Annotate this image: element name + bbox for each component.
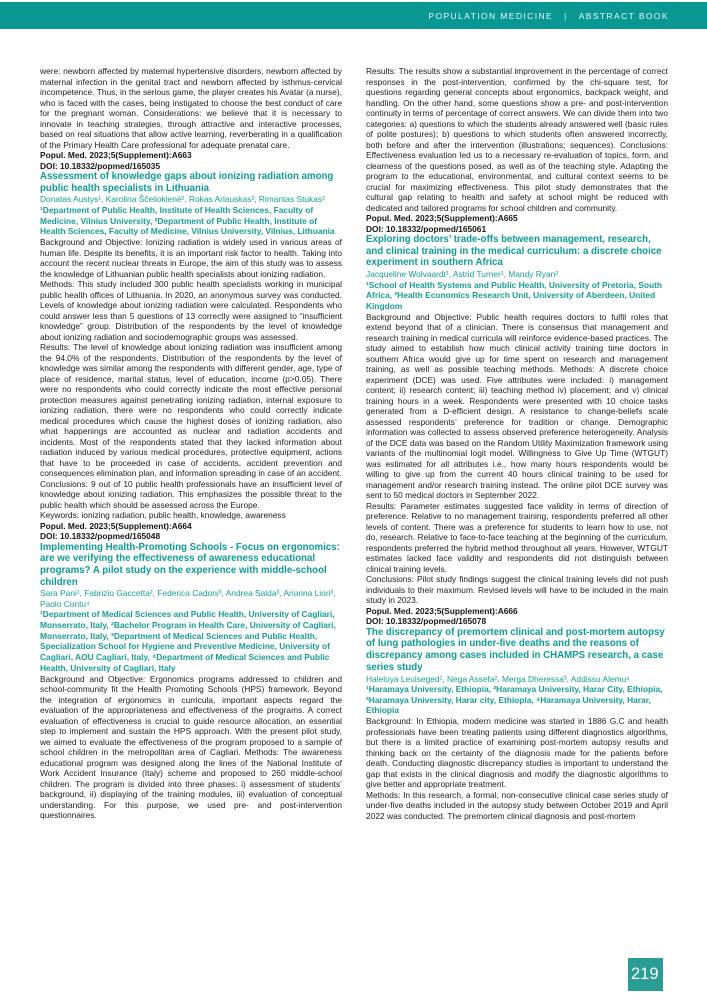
abstract-affiliations: ¹Department of Medical Sciences and Public Health, University of Cagliari, Monserrato, Italy, ²Bachelor Program in Health Care, University of Cagliari, Monserrato, Italy, ³Department of Medical Sciences and Public Health, Specialization School for Hygiene and Preventive Medicine, University of Cagliari, AOU Cagliari, Italy, ⁴Department of Medical Sciences and Public Health, University of Cagliari, Italy [40, 609, 336, 673]
abstract-citation: Popul. Med. 2023;5(Supplement):A664 [40, 520, 192, 531]
abstract-paragraph: Background and Objective: Ionizing radiation is widely used in various areas of human life. Despite its benefits, it is an important risk factor to health. Taking into account the recent nuclear threats in Europe, the aim of this study was to assess the knowledge of Lithuanian public health specialists about ionizing radiation. [40, 237, 342, 279]
abstract-block [366, 627, 668, 821]
abstract-citation: Popul. Med. 2023;5(Supplement):A665 [366, 213, 518, 223]
abstract-authors: Donatas Austys¹, Karolina Ščeliokienė², Rokas Arlauskas², Rimantas Stukas² [40, 194, 325, 205]
top-bar [0, 2, 707, 29]
abstract-paragraph: Background and Objective: Public health requires doctors to fulfil roles that extend beyond that of a clinician. There is consensus that management and research training in medical curricula will reinforce evidence-based practices. The study aimed to establish how much clinical activity training time doctors in southern Africa would give up for time spent on research and management training, as well as possible teaching methods. Methods: A discrete choice experiment (DCE) was used. Five attributes were included: i) management content; ii) research content; iii) teaching method iv) placement; and v) clinical training hours in a week. Respondents were presented with 10 choice tasks generated from a D-efficient design. A resistance to change-beliefs scale assessed respondents’ preference for tradition or change. Demographic information was collected to assess observed preference heterogeneity. Analysis of the DCE data was based on the Random Utility Maximization framework using variants of the multinomial logit model. Willingness to Give Up Time (WTGUT) was estimated for all attributes i.e., how many hours respondents would be willing to give up from the current 40 hours clinical training to be used for management and/or research training instead. The online pilot DCE survey was sent to 50 medical doctors in September 2022. [366, 311, 668, 501]
abstract-citation: Popul. Med. 2023;5(Supplement):A666 [366, 605, 518, 616]
abstract-doi: DOI: 10.18332/popmed/165061 [366, 223, 487, 234]
page-content [40, 66, 668, 821]
page-number: 219 [631, 965, 659, 983]
abstract-paragraph: Methods: This study included 300 public health specialists working in municipal public health offices of Lithuania. In 2020, an anonymous survey was conducted. Levels of knowledge about ionizing radiation were calculated. Respondents who could answer less than 5 questions of 13 correctly were assigned to “insufficient knowledge” group. Distribution of the respondents by the level of knowledge about ionizing radiation and sociodemographic groups was assessed. [40, 279, 342, 342]
abstract-title: The discrepancy of premortem clinical and post-mortem autopsy of lung pathologies in under-five deaths and the reasons of discrepancy among cases included in CHAMPS research, a case series study [366, 626, 665, 673]
left-column [40, 66, 342, 821]
page-number-badge [628, 958, 663, 991]
abstract-paragraph: Results: The results show a substantial improvement in the percentage of correct responses in the post-intervention, confirmed by the chi-square test, for questions regarding general concepts about ergonomics, backpack weight, and handling. On the other hand, some questions show a pre- and post-intervention continuity in terms of percentage of correct answers. We can divide them into two categories: a) questions to which the students already answered well (basic rules of polite postures); b) questions to which students often answered incorrectly, both before and after the intervention (illustrations; sequences). Conclusions: Effectiveness evaluation led us to a necessary re-evaluation of topics, form, and clearness of the questions posed, as well as of the teaching style. Adapting the program to the educational, environmental, and cultural context seems to be crucial for maximizing effectiveness. This pilot study demonstrates that the cultural gap relating to health and safety at school might be reduced with dedicated and tailored programs for school children and community. [366, 66, 668, 213]
abstract-block [40, 542, 342, 821]
abstract-title: Assessment of knowledge gaps about ionizing radiation among public health specialists in Lithuania [40, 171, 334, 194]
abstract-block [366, 66, 668, 234]
abstract-affiliations: ¹School of Health Systems and Public Health, University of Pretoria, South Africa, ²Health Economics Research Unit, University of Aberdeen, United Kingdom [366, 279, 662, 312]
abstract-paragraph: Conclusions: 9 out of 10 public health professionals have an insufficient level of knowledge about ionizing radiation. This emphasizes the possible threat to the public health which should be assessed across the Europe. [40, 478, 342, 510]
abstract-doi: DOI: 10.18332/popmed/165035 [40, 160, 161, 171]
abstract-affiliations: ¹Haramaya University, Ethiopia, ²Haramaya University, Harar City, Ethiopia, ³Haramaya University, Harar city, Ethiopia, ⁴Haramaya University, Harar, Ethiopia [366, 684, 663, 716]
abstract-paragraph: Results: Parameter estimates suggested face validity in terms of direction of preference. Relative to no management training, respondents preferred all other levels of content. There was a preference for students to learn how to use, not do, research. Relative to face-to-face teaching at the beginning of the curriculum, respondents preferred the hybrid method throughout all years. However, WTGUT estimates lacked face validity and respondents did not distinguish between clinical training levels. [366, 500, 668, 574]
right-column [366, 66, 668, 821]
abstract-title: Implementing Health-Promoting Schools - Focus on ergonomics: are we verifying the effectiveness of awareness educational programs? A pilot study on the experience with middle-school children [40, 541, 340, 588]
abstract-paragraph: Background and Objective: Ergonomics programs addressed to children and school-community fit the Health Promoting Schools (HPS) framework. Beyond the integration of ergonomics in curricula, important aspects regard the evaluation of the appropriateness and effectiveness of the programs. A correct evaluation of effectiveness is crucial to guide resource allocation, an essential step to implement and sustain the HPS approach. With the present pilot study, we aimed to evaluate the effectiveness of the program proposed to a sample of school children in the metropolitan area of Cagliari. Methods: The awareness educational program was designed along the lines of the National Institute of Work Accident Insurance (Italy) scheme and proposed to 260 middle-school children. The program is divided into three phases: i) assessment of students’ background, ii) displaying of the training modules, iii) evaluation of conceptual understanding. For this purpose, we used pre- and post-intervention questionnaires. [40, 673, 342, 821]
book-title: ABSTRACT BOOK [578, 10, 669, 21]
journal-title: POPULATION MEDICINE [428, 10, 554, 21]
title-separator: | [564, 10, 568, 21]
abstract-block [40, 66, 342, 171]
abstract-citation: Popul. Med. 2023;5(Supplement):A663 [40, 150, 192, 160]
abstract-paragraph: Methods: In this research, a formal, non-consecutive clinical case series study of under-five deaths included in the autopsy study between October 2019 and April 2022 was conducted. The premortem clinical diagnosis and post-mortem [366, 789, 668, 821]
abstract-paragraph: Background: In Ethiopia, modern medicine was started in 1886 G.C and health professionals have been treating patients using different diagnostics algorithms, but there is a limited practice of examining post-mortem autopsy results and thinking back on the certainty of the diagnosis made for the patients before death. Conducting diagnostic discrepancy studies is important to understand the gap that exists in the clinical diagnosis and modify the diagnostic algorithms to give better and appropriate treatment. [366, 716, 668, 790]
abstract-paragraph: Keywords: ionizing radiation, public health, knowledge, awareness [40, 510, 286, 521]
abstract-affiliations: ¹Department of Public Health, Institute of Health Sciences, Faculty of Medicine, Vilnius University, ²Department of Public Health, Institute of Health Sciences, Faculty of Medicine, Vilnius University, Vilnius, Lithuania [40, 204, 335, 237]
abstract-authors: Haleluya Leulseged¹, Nega Assefa², Merga Dheressa³, Addissu Alemu⁴ [366, 673, 630, 684]
abstract-block [366, 234, 668, 627]
abstract-doi: DOI: 10.18332/popmed/165048 [40, 531, 161, 542]
abstract-paragraph: were: newborn affected by maternal hypertensive disorders, newborn affected by maternal infection in the genital tract and newborn affected by isthmus-cervical incompetence. Thus, in the serious game, the player creates his Avatar (a nurse), who is faced with the cases, being instigated to choose the best conduct of care for the pregnant woman. Considerations: we believe that it is necessary to innovate in teaching strategies, through attractive and interactive processes, based on real situations that allow active learning, reverberating in a qualification of the Primary Health Care professional for adequate prenatal care. [40, 66, 342, 150]
abstract-paragraph: Results: The level of knowledge about ionizing radiation was insufficient among the 94.0% of the respondents. Distribution of the respondents by the level of knowledge was similar among the respondents with different gender, age, type of place of residence, marital status, level of education, income (p>0.05). There were no respondents who could correctly indicate the most effective personal protection measures against penetrating ionizing radiation, internal exposure to ionizing radiation, there were no respondents who could correctly indicate medical procedures which cause the highest doses of ionizing radiation, also what happenings are accounted as nuclear and radiation accidents and incidents. Most of the respondents stated that they lacked information about radiation induced by various medical procedures, protective equipment, actions that have to be proceeded in case of accidents, accident prevention and consequences elimination plan, and information spreading in case of an accident. [40, 342, 342, 479]
abstract-doi: DOI: 10.18332/popmed/165078 [366, 616, 487, 627]
abstract-paragraph: Conclusions: Pilot study findings suggest the clinical training levels did not push individuals to their maximum. Revised levels will have to be included in the main study in 2023. [366, 574, 668, 606]
abstract-authors: Sara Pani¹, Fabrizio Gaccetta², Federica Cadoni³, Andrea Salda³, Arianna Liori³, Paolo Contu⁴ [40, 588, 336, 609]
abstract-title: Exploring doctors’ trade-offs between management, research, and clinical training in the medical curriculum: a discrete choice experiment in southern Africa [366, 234, 662, 269]
abstract-authors: Jacqueline Wolvaardt¹, Astrid Turner¹, Mandy Ryan² [366, 269, 559, 280]
abstract-block [40, 171, 342, 542]
